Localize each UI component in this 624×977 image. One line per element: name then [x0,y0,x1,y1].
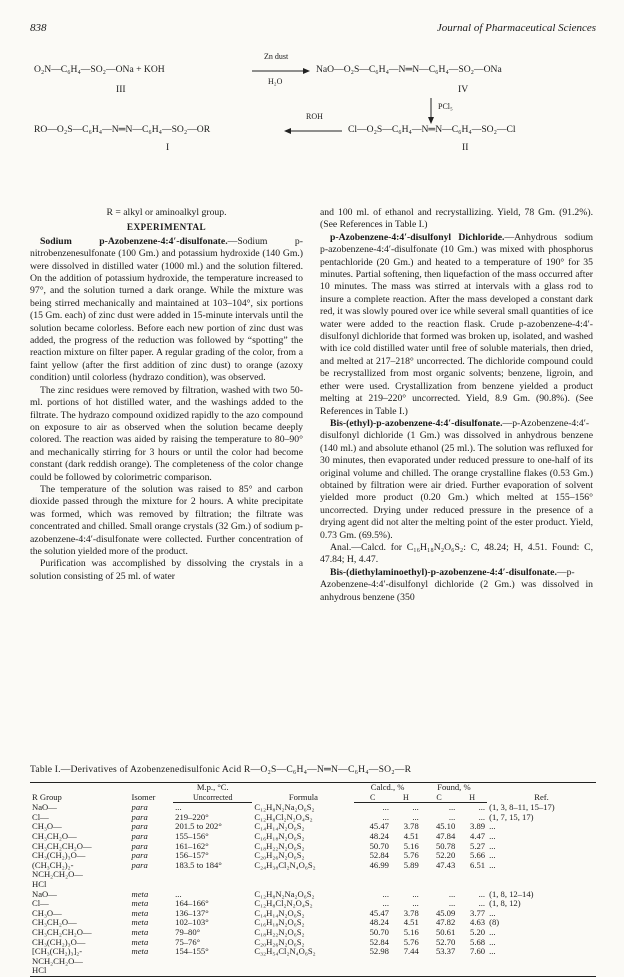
cell-isomer: para [131,840,148,851]
reaction-scheme [30,50,596,200]
cell-calcd-c: 52.84 [369,850,389,861]
cell-formula: C₁₆H₁₈N₂O₆S₂ [254,830,305,841]
paragraph-body: —p-Azobenzene-4:4′-disulfonyl dichloride (1 Gm.) was dissolved in anhydrous benzene (140 ml.) and absolute ethanol (25 ml.). The solution was refluxed for 30 minutes, then evaporated under reduced pressure to one-half of its original volume and chilled. The orange crystalline flakes (0.53 Gm.) obtained by filtration were air dried. Further evaporation of solvent yielded more product (0.20 Gm.) which melted at 155–156° uncorrected. Drying under reduced pressure in the presence of a drying agent did not alter the melting point of the ester product. Yield, 0.73 Gm. (69.5%). [320,417,593,541]
table-row [30,909,596,919]
cell-formula: C₁₂H₈Cl₂N₂O₄S₂ [254,811,313,822]
cell-calcd-h: 5.76 [403,936,419,947]
col-header-mp-sub: Uncorrected [173,793,252,803]
cell-isomer: meta [131,907,149,918]
cell-calcd-c: 48.24 [369,917,389,928]
cell-r-group: CH₃(CH₂)₃O— [32,850,86,861]
cell-ref: (8) [489,917,500,928]
cell-calcd-c: 52.98 [369,946,389,957]
cell-found-c: 50.61 [435,926,456,937]
scheme-roh: ROH [306,112,323,121]
col-header-formula: Formula [252,783,354,803]
table-row [30,822,596,832]
cell-formula: C₁₄H₁₄N₂O₆S₂ [254,821,305,832]
cell-isomer: para [131,821,148,832]
cell-found-h: 3.89 [470,821,486,832]
cell-found-h: 6.51 [470,859,486,870]
cell-isomer: para [131,850,148,861]
cell-calcd-c [354,870,391,880]
table-caption: Table I.—Derivatives of Azobenzenedisulfonic Acid R—O₂S—C₆H₄—N═N—C₆H₄—SO₂—R [30,764,412,775]
cell-formula: C₁₈H₂₂N₂O₆S₂ [254,840,305,851]
scheme-label-III: III [116,84,126,95]
cell-r-group: NCH₂CH₂O— [32,955,83,966]
col-header-calcd-h: H [391,793,421,803]
cell-formula: C₁₄H₁₄N₂O₆S₂ [254,907,305,918]
cell-calcd-h: 4.51 [403,917,419,928]
scheme-line1-left: O₂N—C₆H₄—SO₂—ONa + KOH [34,64,165,75]
cell-calcd-h [391,957,421,967]
experimental-heading: EXPERIMENTAL [126,222,207,233]
col-header-found-h: H [457,793,487,803]
cell-calcd-h: 5.89 [403,859,419,870]
page-number: 838 [30,22,47,34]
cell-found-c: ... [448,811,456,822]
table-row [30,928,596,938]
cell-found-c: 47.84 [435,830,456,841]
cell-r-group: CH₃CH₂O— [32,917,77,928]
scheme-line2-left: RO—O₂S—C₆H₄—N═N—C₆H₄—SO₂—OR [34,124,211,135]
cell-found-c: ... [448,802,456,813]
table-row [30,938,596,948]
paragraph-body: —Anhydrous sodium p-azobenzene-4:4′-disulfonate (10 Gm.) was mixed with phosphorus pentachloride (20 Gm.) and heated to a temperature of 190° for 35 minutes. Partial softening, then liquefaction of the mass occurred after 10 minutes. The mass was stirred at intervals with a glass rod to insure a complete reaction. After the mass developed a constant dark red, it was slowly poured over ice while several small quantities of ice water were added to the reaction flask. Crude p-azobenzene-4:4′-disulfonyl dichloride that formed was broken up, isolated, and washed with ice cold distilled water until free of soluble materials, then dried, and melted at 217–218° uncorrected. The dichloride compound could be recrystallized from most organic solvents; benzene, ligroin, and ether were used. Crystallization from benzene yielded a product melting at 219–220° uncorrected. Yield, 8.9 Gm. (90.8%). (See References in Table I.) [320,231,593,417]
cell-mp [173,880,252,890]
cell-calcd-c: ... [382,898,389,909]
cell-mp [173,966,252,976]
right-column [320,207,593,604]
cell-calcd-h: 3.78 [403,821,419,832]
cell-calcd-h [391,966,421,976]
table-row [30,813,596,823]
cell-found-c: 52.20 [435,850,456,861]
cell-isomer: meta [131,898,149,909]
cell-mp: ... [175,802,182,813]
cell-r-group: NCH₂CH₂O— [32,869,83,880]
cell-formula: C₂₀H₂₆N₂O₆S₂ [254,936,305,947]
cell-mp: 136–137° [175,907,209,918]
cell-mp: 219–220° [175,811,209,822]
cell-calcd-h: ... [412,802,419,813]
section-title: Sodium p-Azobenzene-4:4′-disulfonate. [40,235,228,247]
cell-found-c: 45.10 [435,821,456,832]
cell-calcd-c: ... [382,811,389,822]
cell-formula: C₁₂H₈N₂Na₂O₆S₂ [254,801,315,812]
cell-mp: 75–76° [175,936,201,947]
table-row [30,832,596,842]
cell-found-h: 3.77 [470,907,486,918]
scheme-label-IV: IV [458,84,469,95]
cell-formula: C₁₈H₂₂N₂O₆S₂ [254,926,305,937]
cell-found-c: ... [448,898,456,909]
left-column [30,207,303,583]
cell-isomer: para [131,811,148,822]
cell-found-h: 4.47 [470,830,486,841]
col-header-isomer: Isomer [130,783,174,803]
cell-found-h: 4.63 [470,917,486,928]
col-header-found: Found, % [421,783,487,793]
cell-ref: (1, 7, 15, 17) [489,811,534,822]
cell-ref: ... [489,859,496,870]
paragraph: The zinc residues were removed by filtration, washed with two 50-ml. portions of hot distilled water, and the washings added to the filtrate. The hydrazo compound oxidized rapidly to the azo compound on exposure to air as observed when the solution became deeply colored. The reaction was aided by raising the temperature to 80–90° and mechanically stirring for 3 hours or until the color had become constant (dark reddish orange). The completeness of the color change could be followed by colorimetric comparison. [30,384,303,483]
cell-formula [252,966,354,976]
paragraph-body: —Sodium p-nitrobenzenesulfonate (100 Gm.) and potassium hydroxide (140 Gm.) were dissolved in distilled water (1000 ml.) and the solution filtered. On the addition of potassium hydroxide, the temperature increased to 97°, and the solution turned a dark orange. While the mixture was being stirred mechanically and maintained at 103–104°, six portions (15 Gm. each) of zinc dust were added in 15-minute intervals until the solution became colorless. Before each new portion of zinc dust was added, the progress of the reduction was followed by “spotting” the reaction mixture on filter paper. A regular grading of the color, from a faint yellow (after the first addition of zinc dust) to orange (azoxy condition) until colorless (hydrazo condition), was observed. [30,235,303,384]
table-row [30,966,596,976]
cell-isomer: meta [131,926,149,937]
cell-found-h: ... [478,811,486,822]
cell-calcd-h: 5.16 [403,840,419,851]
cell-found-c: ... [448,888,456,899]
cell-ref: ... [489,821,496,832]
paragraph [30,236,303,385]
cell-formula: C₁₆H₁₈N₂O₆S₂ [254,917,305,928]
cell-formula: C₂₀H₂₆N₂O₆S₂ [254,850,305,861]
cell-formula [252,957,354,967]
cell-formula: C₁₂H₈N₂Na₂O₆S₂ [254,888,315,899]
cell-calcd-c: 45.47 [369,907,389,918]
running-header [30,22,596,36]
cell-ref: ... [489,936,496,947]
cell-found-h [457,957,487,967]
table-body [30,803,596,977]
cell-ref: ... [489,926,496,937]
table-row [30,947,596,957]
cell-r-group: NaO— [32,801,57,812]
cell-found-h: ... [478,802,486,813]
table-row [30,842,596,852]
cell-mp: 156–157° [175,850,209,861]
section-title: Bis-(diethylaminoethyl)-p-azobenzene-4:4′-disulfonate. [330,566,557,578]
cell-calcd-c: 50.70 [369,840,389,851]
cell-calcd-h: 5.16 [403,926,419,937]
cell-ref: ... [489,946,496,957]
col-header-calcd: Calcd., % [354,783,420,793]
cell-formula: C₃₂H₅₄Cl₂N₄O₆S₂ [254,946,316,957]
cell-ref: ... [489,830,496,841]
cell-formula: C₁₂H₈Cl₂N₂O₄S₂ [254,898,313,909]
cell-found-c: 47.43 [435,859,456,870]
cell-found-c: 45.09 [435,907,456,918]
cell-ref: (1, 8, 12) [489,898,521,909]
section-title: p-Azobenzene-4:4′-disulfonyl Dichloride. [330,231,505,243]
cell-isomer [130,870,174,880]
cell-ref: ... [489,850,496,861]
cell-r-group: NaO— [32,888,57,899]
cell-calcd-c: 52.84 [369,936,389,947]
cell-found-h [457,870,487,880]
analysis: Anal.—Calcd. for C₁₆H₁₈N₂O₆S₂: C, 48.24; H, 4.51. Found: C, 47.84; H, 4.47. [320,541,593,566]
cell-found-h: 7.60 [470,946,486,957]
scheme-line1-right: NaO—O₂S—C₆H₄—N═N—C₆H₄—SO₂—ONa [316,64,502,75]
cell-found-c: 53.37 [435,946,456,957]
derivatives-table [30,782,596,977]
cell-mp [173,870,252,880]
cell-found-c: 52.70 [435,936,456,947]
paragraph [320,418,593,542]
cell-r-group: Cl— [32,898,49,909]
cell-r-group: CH₃O— [32,907,62,918]
cell-mp: 154–155° [175,946,209,957]
cell-calcd-h: 3.78 [403,907,419,918]
scheme-zn-dust: Zn dust [264,52,289,61]
cell-found-c [421,957,458,967]
paragraph-body: —p-Azobenzene-4:4′-disulfonyl dichloride (2 Gm.) was dissolved in anhydrous benzene (350 [320,566,593,603]
cell-isomer: para [131,830,148,841]
cell-ref [487,957,596,967]
cell-calcd-h: ... [412,888,419,899]
scheme-arrow-down [426,98,436,124]
col-header-mp: M.p., °C. [173,783,252,793]
cell-mp: 79–80° [175,926,201,937]
cell-r-group: HCl [30,966,130,976]
cell-isomer: meta [131,936,149,947]
table-row [30,899,596,909]
col-header-r-group: R Group [30,783,130,803]
paragraph [320,232,593,418]
cell-found-c [421,870,458,880]
cell-found-h [457,966,487,976]
paragraph: Purification was accomplished by dissolving the crystals in a solution consisting of 25 ml. of water [30,558,303,582]
cell-isomer: para [131,801,148,812]
cell-found-c: 47.82 [435,917,456,928]
cell-r-group: Cl— [32,811,49,822]
cell-calcd-h: 5.76 [403,850,419,861]
cell-r-group: CH₃(CH₂)₃O— [32,936,86,947]
col-header-ref: Ref. [487,783,596,803]
cell-mp: 183.5 to 184° [175,859,222,870]
journal-title: Journal of Pharmaceutical Sciences [436,22,596,34]
cell-r-group: (CH₃CH₂)₂- [32,859,74,870]
section-title: Bis-(ethyl)-p-azobenzene-4:4′-disulfonate. [330,417,503,429]
cell-ref [487,966,596,976]
scheme-pcl5: PCl₅ [438,102,453,111]
cell-found-h: 5.27 [470,840,486,851]
cell-found-h: ... [478,888,486,899]
cell-r-group: CH₃CH₂CH₂O— [32,840,92,851]
cell-calcd-c: 50.70 [369,926,389,937]
cell-r-group: CH₃CH₂CH₂O— [32,926,92,937]
table-row [30,957,596,967]
cell-calcd-c [354,957,391,967]
cell-ref: ... [489,907,496,918]
cell-ref: (1, 8, 12–14) [489,888,534,899]
col-header-found-c: C [421,793,458,803]
cell-isomer: para [131,859,148,870]
cell-r-group: [CH₃(CH₂)₃]₂- [32,946,83,957]
table-row [30,861,596,871]
cell-isomer [130,957,174,967]
cell-found-c [421,966,458,976]
cell-mp: 164–166° [175,898,209,909]
cell-calcd-c: ... [382,888,389,899]
cell-found-c: 50.78 [435,840,456,851]
cell-calcd-h: 4.51 [403,830,419,841]
table-row [30,918,596,928]
cell-found-h: 5.20 [470,926,486,937]
cell-calcd-h: ... [412,811,419,822]
scheme-label-I: I [166,142,170,153]
cell-r-group: CH₃CH₂O— [32,830,77,841]
scheme-arrow-left [284,126,342,136]
cell-mp: 161–162° [175,840,209,851]
cell-calcd-c: 48.24 [369,830,389,841]
scheme-arrow-right [252,66,310,76]
scheme-line2-right: Cl—O₂S—C₆H₄—N═N—C₆H₄—SO₂—Cl [348,124,516,135]
paragraph: and 100 ml. of ethanol and recrystallizing. Yield, 78 Gm. (91.2%). (See References in Table I.) [320,207,593,231]
cell-r-group: CH₃O— [32,821,62,832]
cell-calcd-c: ... [382,802,389,813]
paragraph [320,567,593,604]
cell-calcd-h: 7.44 [403,946,419,957]
cell-ref [487,870,596,880]
cell-mp [173,957,252,967]
r-definition: R = alkyl or aminoalkyl group. [106,207,227,218]
cell-formula [252,870,354,880]
cell-mp: ... [175,888,182,899]
cell-ref: (1, 3, 8–11, 15–17) [489,801,555,812]
cell-ref: ... [489,840,496,851]
cell-calcd-h [391,870,421,880]
cell-calcd-h: ... [412,898,419,909]
cell-found-h: 5.68 [470,936,486,947]
cell-isomer: meta [131,888,149,899]
cell-r-group: HCl [32,878,47,889]
cell-calcd-c: 45.47 [369,821,389,832]
scheme-h2o: H₂O [268,77,283,86]
cell-isomer: meta [131,917,149,928]
table-row [30,870,596,880]
scheme-label-II: II [462,142,469,153]
cell-mp: 102–103° [175,917,209,928]
cell-formula: C₂₄H₃₈Cl₂N₄O₆S₂ [254,859,316,870]
cell-calcd-c: 46.99 [369,859,389,870]
cell-isomer [130,966,174,976]
cell-mp: 201.5 to 202° [175,821,222,832]
paragraph: The temperature of the solution was raised to 85° and carbon dioxide passed through the mixture for 2 hours. A white precipitate was formed, which was removed by filtration; the filtrate was concentrated and chilled. Small orange crystals (32 Gm.) of sodium p-azobenzene-4:4′-disulfonate were collected. Further concentration of the solution yielded more of the product. [30,483,303,557]
cell-found-h: ... [478,898,486,909]
col-header-calcd-c: C [354,793,391,803]
cell-calcd-c [354,966,391,976]
cell-found-h: 5.66 [470,850,486,861]
cell-isomer: meta [131,946,149,957]
cell-mp: 155–156° [175,830,209,841]
